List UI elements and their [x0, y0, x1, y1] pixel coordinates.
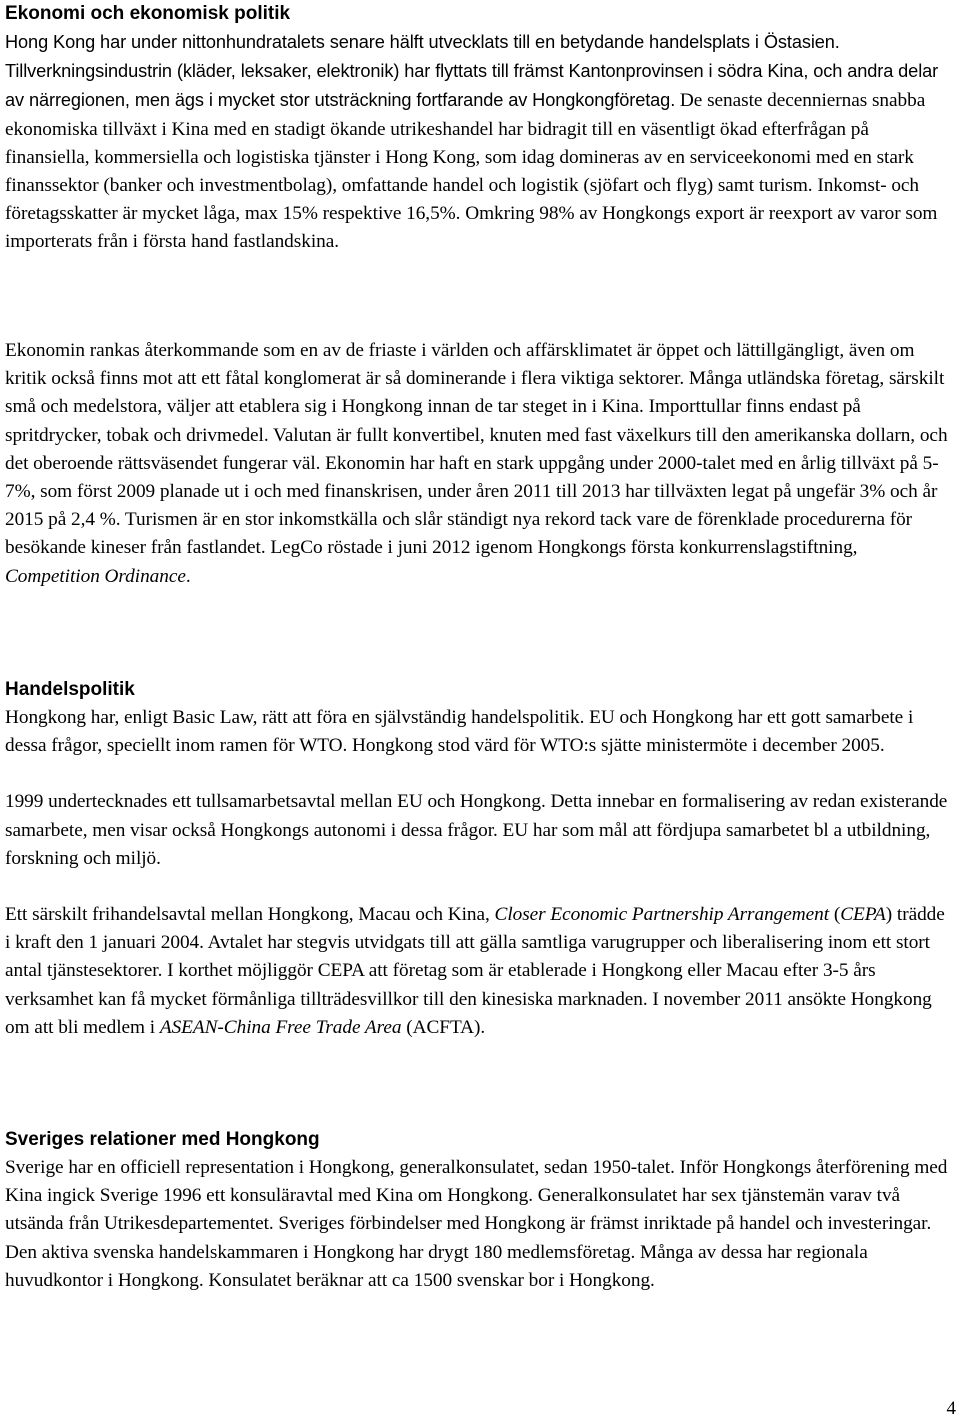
page-number: 4	[946, 1398, 956, 1419]
paragraph-economy-2	[5, 337, 953, 591]
section-trade	[5, 676, 953, 1042]
paragraph-trade-3-b: (	[829, 904, 841, 926]
section-sweden	[5, 1126, 953, 1295]
paragraph-trade-3-a: Ett särskilt frihandelsavtal mellan Hongkong, Macau och Kina,	[5, 904, 495, 926]
paragraph-economy-1-serif: De senaste decenniernas snabba ekonomiska tillväxt i Kina med en stadigt ökande utrikeshandel har bidragit till en väsentligt ökad efterfrågan på finansiella, kommersiella och logistiska tjänster i Hong Kong, som idag domineras av en serviceekonomi med en stark finanssektor (banker och investmentbolag), omfattande handel och logistik (sjöfart och flyg) samt turism. Inkomst- och företagsskatter är mycket låga, max 15% respektive 16,5%. Omkring 98% av Hongkongs export är reexport av varor som importerats från i första hand fastlandskina.	[5, 90, 938, 253]
cepa-abbrev: CEPA	[840, 904, 886, 926]
paragraph-sweden-1: Sverige har en officiell representation i Hongkong, generalkonsulatet, sedan 1950-talet. Inför Hongkongs återförening med Kina ingick Sverige 1996 ett konsuläravtal med Kina om Hongkong. Generalkonsulatet har sex tjänstemän varav två utsända från Utrikesdepartementet. Sveriges förbindelser med Hongkong är främst inriktade på handel och investeringar. Den aktiva svenska handelskammaren i Hongkong har drygt 180 medlemsföretag. Många av dessa har regionala huvudkontor i Hongkong. Konsulatet beräknar att ca 1500 svenskar bor i Hongkong.	[5, 1157, 948, 1291]
section-economy	[5, 0, 953, 257]
paragraph-economy-1-sans: Hong Kong har under nittonhundratalets senare hälft utvecklats till en betydande handelsplats i Östasien. Tillverkningsindustrin (kläder, leksaker, elektronik) har flyttats till främst Kantonprovinsen i södra Kina, och andra delar av närregionen, men ägs i mycket stor utsträckning fortfarande av Hongkongföretag.	[5, 32, 939, 111]
paragraph-trade-1: Hongkong har, enligt Basic Law, rätt att föra en självständig handelspolitik. EU och Hongkong har ett gott samarbete i dessa frågor, speciellt inom ramen för WTO. Hongkong stod värd för WTO:s sjätte ministermöte i december 2005.	[5, 707, 914, 757]
heading-economy: Ekonomi och ekonomisk politik	[5, 3, 291, 24]
heading-trade: Handelspolitik	[5, 679, 135, 700]
paragraph-trade-3-d: (ACFTA).	[401, 1016, 486, 1038]
paragraph-economy-1	[5, 28, 953, 257]
cepa-full-name: Closer Economic Partnership Arrangement	[494, 904, 830, 926]
paragraph-trade-2: 1999 undertecknades ett tullsamarbetsavtal mellan EU och Hongkong. Detta innebar en formalisering av redan existerande samarbete, men visar också Hongkongs autonomi i dessa frågor. EU har som mål att fördjupa samarbetet bl a utbildning, forskning och miljö.	[5, 791, 948, 869]
paragraph-economy-2-text: Ekonomin rankas återkommande som en av de friaste i världen och affärsklimatet är öppet och lättillgängligt, även om kritik också finns mot att ett fåtal konglomerat är så dominerande i flera viktiga sektorer. Många utländska företag, särskilt små och medelstora, väljer att etablera sig i Hongkong innan de tar steget in i Kina. Importtullar finns endast på spritdrycker, tobak och drivmedel. Valutan är fullt konvertibel, knuten med fast växelkurs till den amerikanska dollarn, och det oberoende rättsväsendet fungerar väl. Ekonomin har haft en stark uppgång under 2000-talet med en årlig tillväxt på 5-7%, som först 2009 planade ut i och med finanskrisen, under åren 2011 till 2013 har tillväxten legat på ungefär 3% och år 2015 på 2,4 %. Turismen är en stor inkomstkälla och slår ständigt nya rekord tack vare de förenklade procedurerna för besökande kineser från fastlandet. LegCo röstade i juni 2012 igenom Hongkongs första konkurrenslagstiftning,	[5, 340, 948, 559]
paragraph-trade-3-c: ) trädde i kraft den 1 januari 2004. Avtalet har stegvis utvidgats till att gälla samtliga varugrupper och liberalisering inom ett stort antal tjänstesektorer. I korthet möjliggör CEPA att företag som är etablerade i Hongkong eller Macau efter 3-5 års verksamhet kan få mycket förmånliga tillträdesvillkor till den kinesiska marknaden. I november 2011 ansökte Hongkong om att bli medlem i	[5, 904, 945, 1038]
acfta-name: ASEAN-China Free Trade Area	[159, 1016, 402, 1038]
heading-sweden: Sveriges relationer med Hongkong	[5, 1129, 320, 1150]
paragraph-economy-2-end: .	[185, 565, 191, 587]
competition-ordinance-title: Competition Ordinance	[5, 565, 186, 587]
paragraph-trade-3	[5, 901, 953, 1042]
